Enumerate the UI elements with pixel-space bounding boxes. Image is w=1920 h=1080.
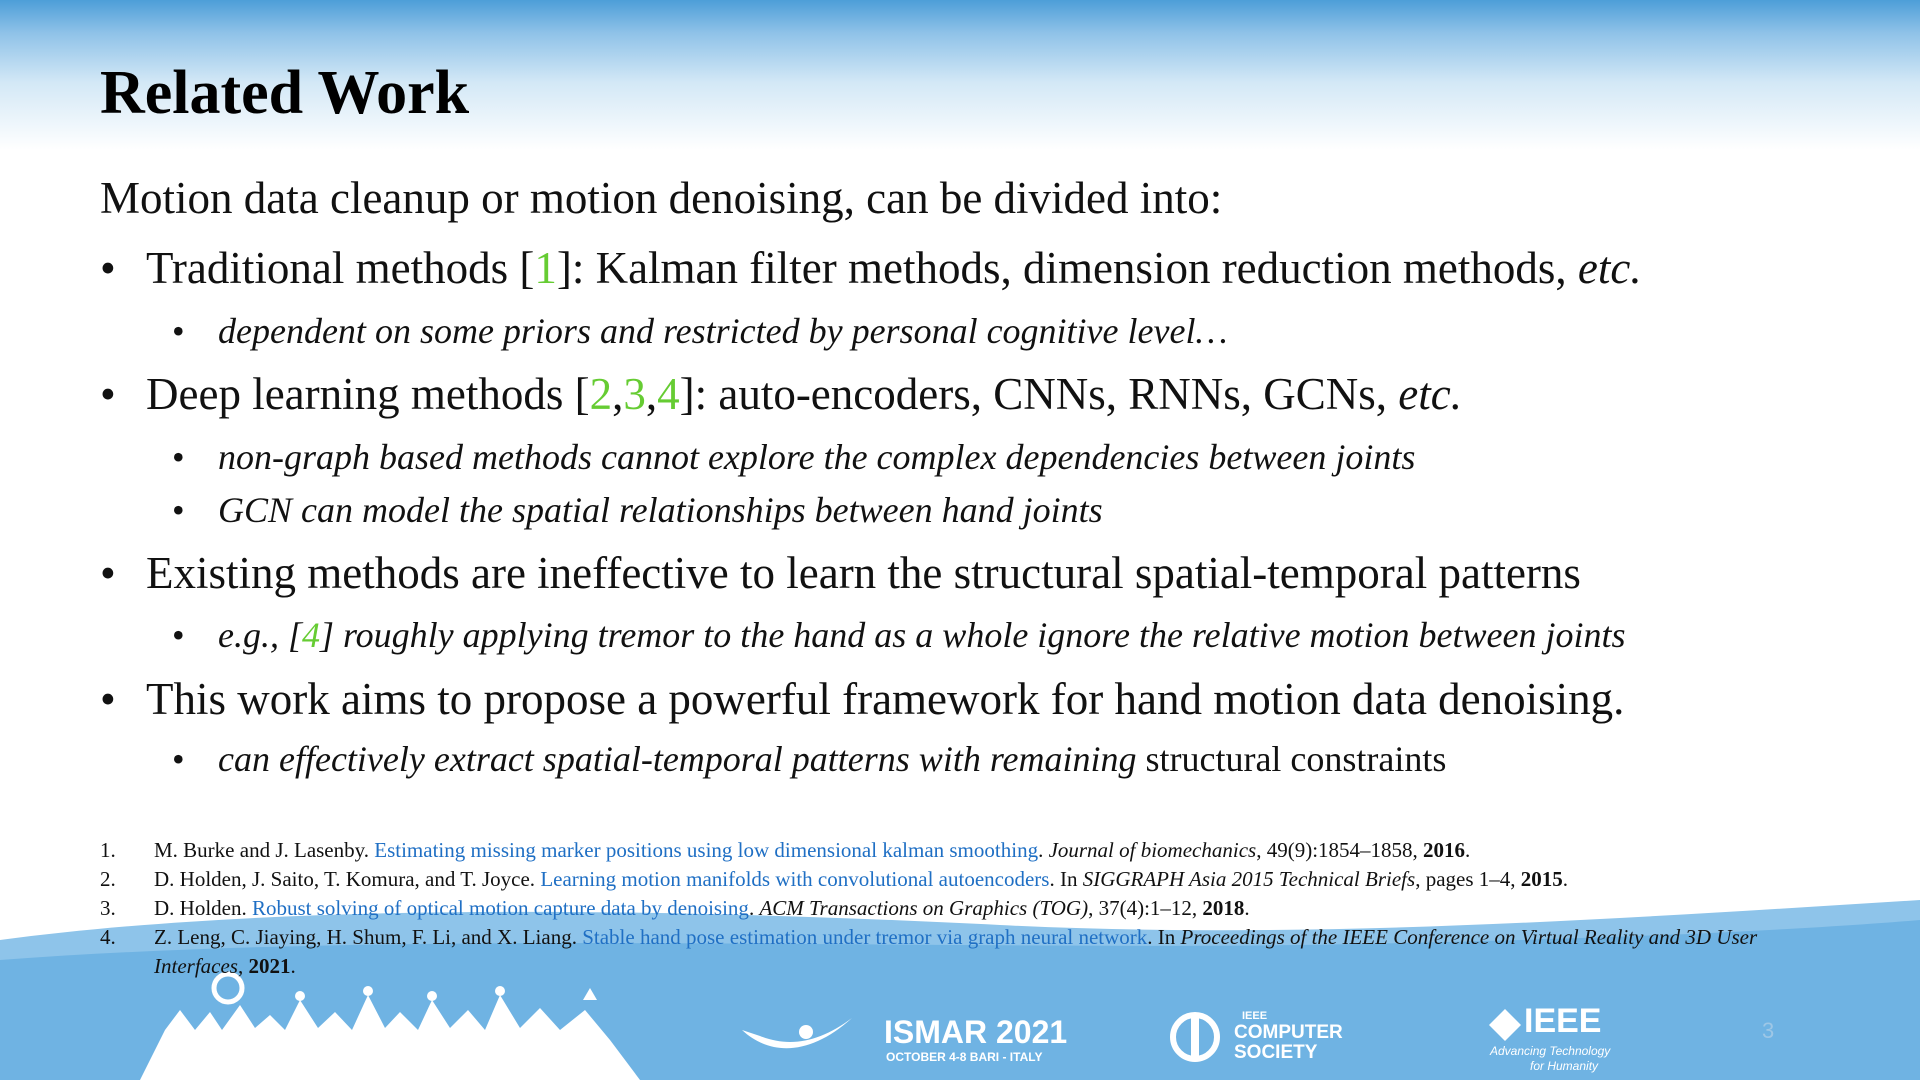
- cs-ieee-label: IEEE: [1242, 1010, 1268, 1022]
- ieee-tagline-2: for Humanity: [1530, 1059, 1599, 1073]
- citation-1: 1: [534, 243, 557, 293]
- page-number: 3: [1762, 1018, 1775, 1043]
- reference-link[interactable]: Stable hand pose estimation under tremor via graph neural network: [582, 925, 1148, 949]
- ismar-dates: OCTOBER 4-8 BARI - ITALY: [886, 1050, 1043, 1064]
- cs-society-label: SOCIETY: [1234, 1042, 1318, 1063]
- bullet-existing-methods: • Existing methods are ineffective to learn the structural spatial-temporal patterns: [100, 548, 1581, 598]
- ieee-diamond-icon: [1488, 1008, 1522, 1042]
- bullet-traditional: • Traditional methods [1]: Kalman filter methods, dimension reduction methods, etc.: [100, 243, 1642, 293]
- reference-item: 3. D. Holden. Robust solving of optical motion capture data by denoising. ACM Transactions on Graphics (TOG), 37(4):1–12, 2018.: [100, 896, 1250, 920]
- reference-item: 2. D. Holden, J. Saito, T. Komura, and T. Joyce. Learning motion manifolds with convolutional autoencoders. In SIGGRAPH Asia 2015 Technical Briefs, pages 1–4, 2015.: [100, 867, 1569, 891]
- bullet-deep-learning: • Deep learning methods [2,3,4]: auto-encoders, CNNs, RNNs, GCNs, etc.: [100, 369, 1462, 419]
- ismar-title: ISMAR 2021: [884, 1014, 1068, 1050]
- ieee-logo-text: IEEE: [1524, 1002, 1602, 1040]
- sub-bullet-existing: • e.g., [4] roughly applying tremor to the hand as a whole ignore the relative motion between joints: [172, 615, 1626, 655]
- slide-title: Related Work: [100, 59, 470, 127]
- reference-link[interactable]: Learning motion manifolds with convolutional autoencoders: [540, 867, 1050, 891]
- references-list: [100, 836, 1820, 981]
- ismar-bird-icon: [740, 1012, 860, 1062]
- computer-society-icon: [1168, 1010, 1222, 1064]
- reference-item: 4. Z. Leng, C. Jiaying, H. Shum, F. Li, and X. Liang. Stable hand pose estimation under tremor via graph neural network. In Proceedings of the IEEE Conference on Virtual Reality and 3D User Interfaces, 2021.: [100, 925, 1758, 978]
- bullet-this-work: • This work aims to propose a powerful framework for hand motion data denoising.: [100, 674, 1625, 724]
- citation-2: 2: [589, 369, 613, 419]
- bullet-dot: •: [100, 243, 116, 293]
- sub-bullet-traditional: • dependent on some priors and restricted by personal cognitive level…: [172, 311, 1228, 351]
- reference-item: 1. M. Burke and J. Lasenby. Estimating missing marker positions using low dimensional kalman smoothing. Journal of biomechanics, 49(9):1854–1858, 2016.: [100, 838, 1471, 862]
- reference-link[interactable]: Robust solving of optical motion capture data by denoising: [252, 896, 749, 920]
- sub-bullet-deep-2: • GCN can model the spatial relationships between hand joints: [172, 490, 1103, 530]
- sub-bullet-deep-1: • non-graph based methods cannot explore the complex dependencies between joints: [172, 437, 1416, 477]
- citation-4-inline: 4: [302, 615, 320, 655]
- citation-3: 3: [623, 369, 646, 419]
- cs-computer-label: COMPUTER: [1234, 1022, 1343, 1043]
- sub-bullet-this-work: • can effectively extract spatial-temporal patterns with remaining structural constraints: [172, 739, 1447, 779]
- ieee-tagline-1: Advancing Technology: [1490, 1044, 1611, 1058]
- citation-4: 4: [657, 369, 680, 419]
- reference-link[interactable]: Estimating missing marker positions using low dimensional kalman smoothing: [374, 838, 1039, 862]
- slide-intro: Motion data cleanup or motion denoising, can be divided into:: [100, 173, 1223, 223]
